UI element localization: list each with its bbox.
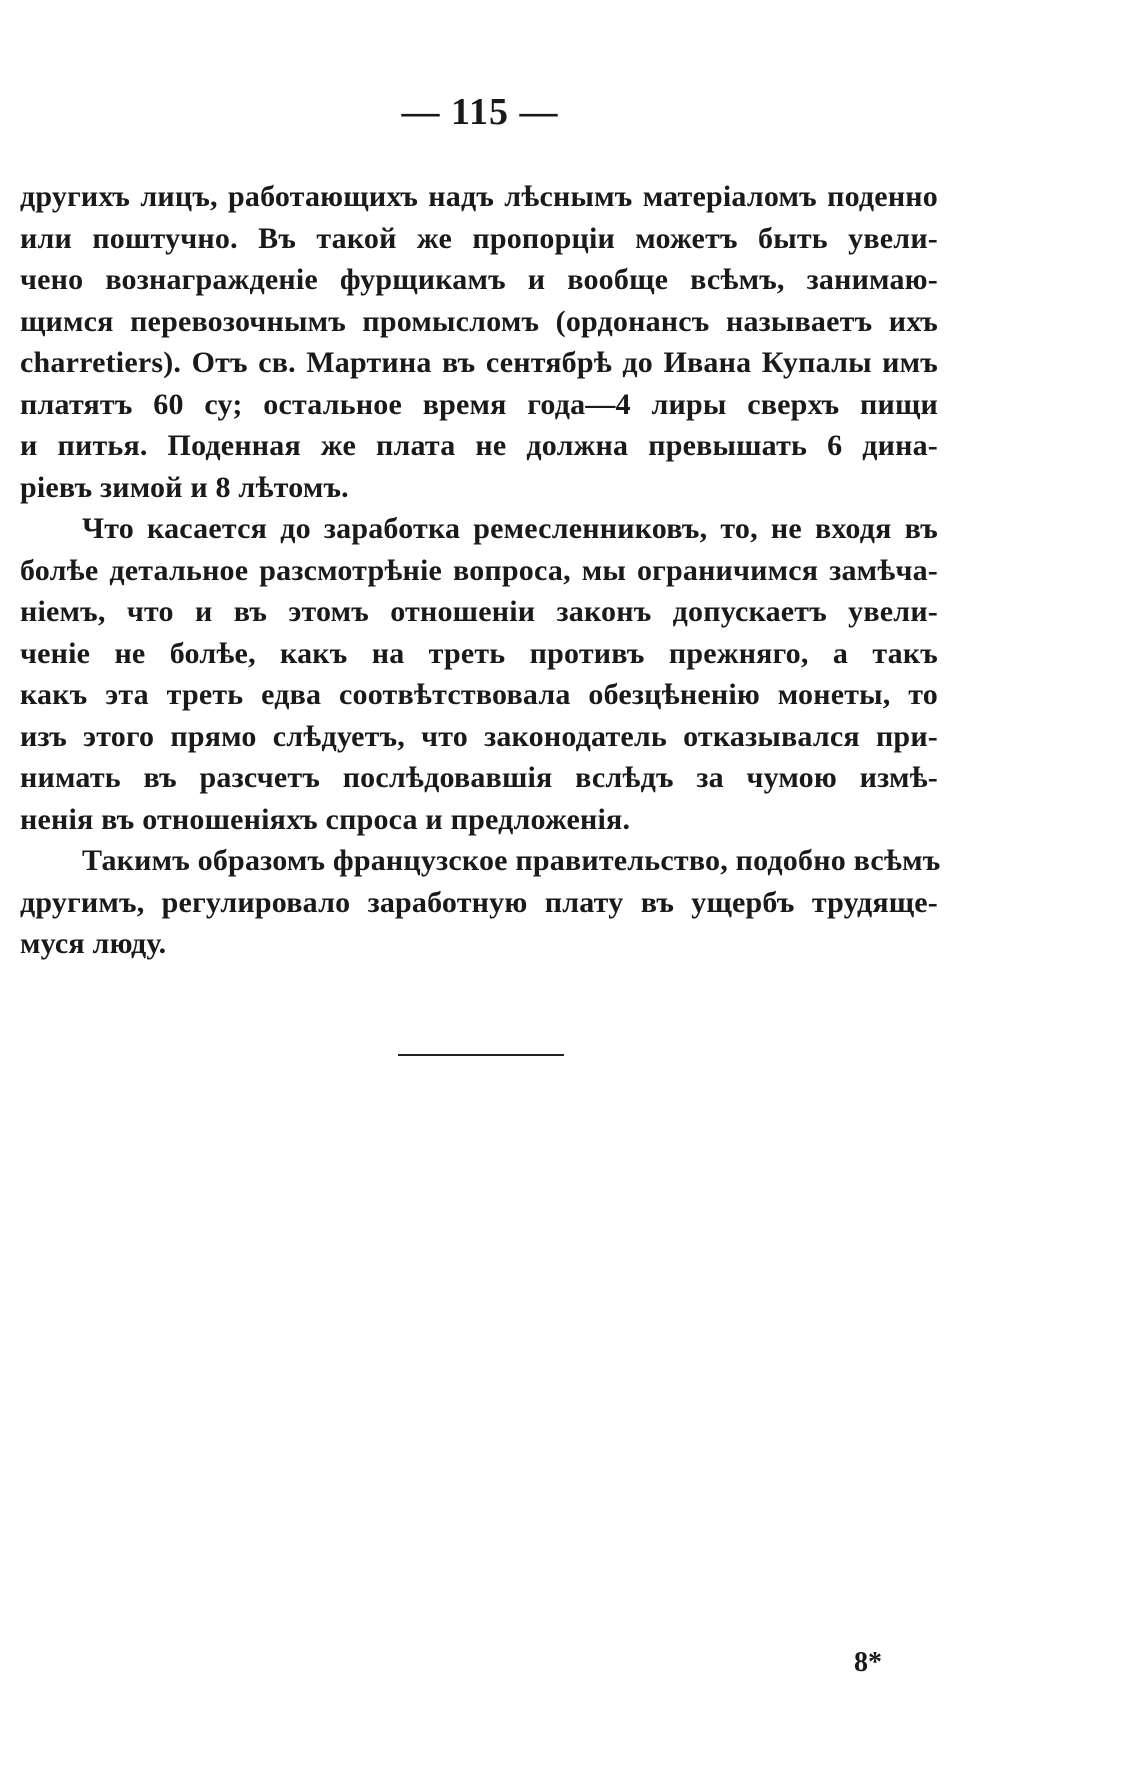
- text-line: Что касается до заработка ремесленниковъ, то, не входя въ: [82, 512, 938, 545]
- signature-mark: 8*: [854, 1647, 882, 1678]
- section-divider: [398, 1054, 564, 1056]
- text-line: ніемъ, что и въ этомъ отношеніи законъ допускаетъ увели-: [20, 595, 938, 628]
- text-line: другимъ, регулировало заработную плату въ ущербъ трудяще-: [20, 885, 938, 919]
- text-line: какъ эта треть едва соотвѣтствовала обезцѣненію монеты, то: [20, 678, 938, 711]
- page-number: — 115 —: [401, 91, 559, 133]
- body-text: [20, 176, 941, 965]
- paragraph-2: [20, 508, 938, 840]
- text-line: платятъ 60 су; остальное время года—4 лиры сверхъ пищи: [20, 387, 938, 421]
- text-line: ріевъ зимой и 8 лѣтомъ.: [20, 470, 349, 504]
- text-line: другихъ лицъ, работающихъ надъ лѣснымъ матеріаломъ поденно: [20, 180, 938, 213]
- text-line: ченіе не болѣе, какъ на треть противъ прежняго, а такъ: [20, 636, 938, 670]
- text-line: ненія въ отношеніяхъ спроса и предложенія.: [20, 802, 631, 836]
- text-line: чено вознагражденіе фурщикамъ и вообще всѣмъ, занимаю-: [20, 263, 938, 296]
- text-line: и питья. Поденная же плата не должна превышать 6 дина-: [20, 429, 938, 462]
- text-line: Такимъ образомъ французское правительство, подобно всѣмъ: [82, 844, 941, 877]
- paragraph-3: [20, 840, 941, 965]
- text-line: изъ этого прямо слѣдуетъ, что законодатель отказывался при-: [20, 719, 938, 753]
- text-line: щимся перевозочнымъ промысломъ (ордонансъ называетъ ихъ: [20, 304, 938, 338]
- text-line: или поштучно. Въ такой же пропорціи можетъ быть увели-: [20, 221, 938, 255]
- text-line: муся люду.: [20, 927, 167, 960]
- paragraph-1: [20, 176, 938, 508]
- text-line: болѣе детальное разсмотрѣніе вопроса, мы ограничимся замѣча-: [20, 553, 938, 587]
- text-line: charretiers). Отъ св. Мартина въ сентябрѣ до Ивана Купалы имъ: [20, 346, 938, 379]
- text-line: нимать въ разсчетъ послѣдовавшія вслѣдъ за чумою измѣ-: [20, 761, 938, 794]
